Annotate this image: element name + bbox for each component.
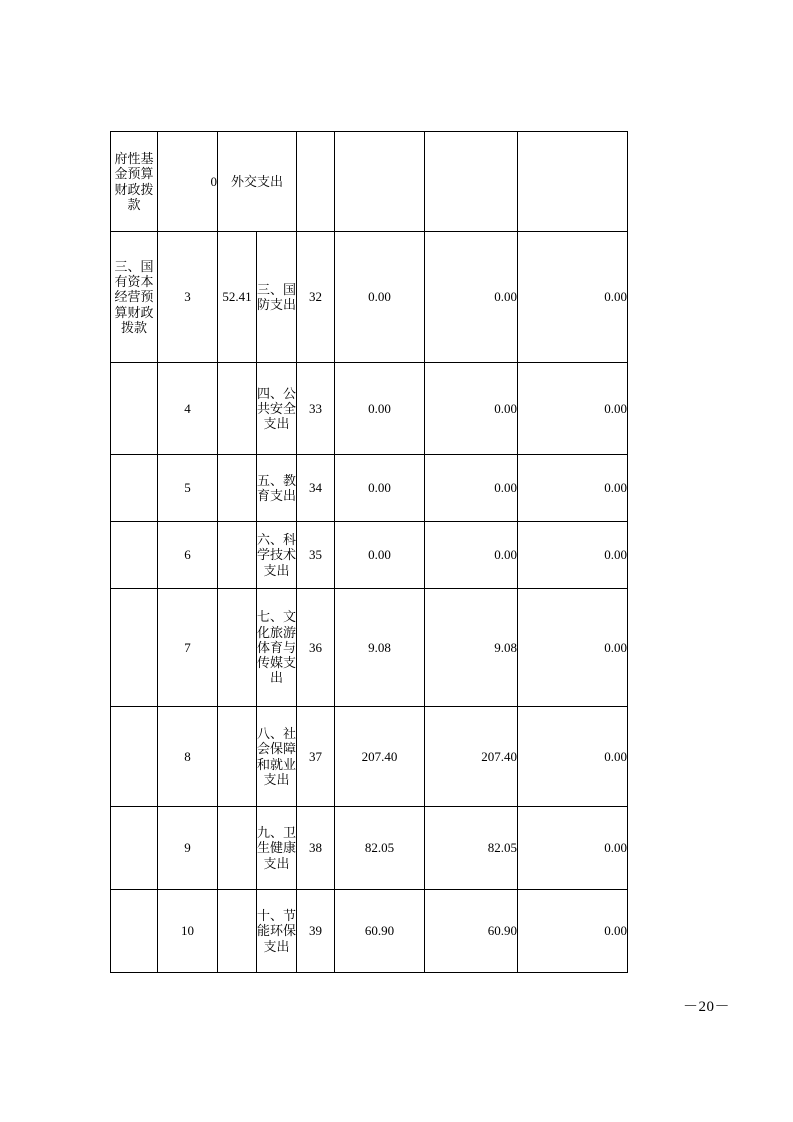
budget-table-container <box>110 131 627 973</box>
cell-amount-left <box>218 890 257 973</box>
cell-category: 三、国防支出 <box>257 232 297 363</box>
cell-funding-source: 府性基金预算财政拨款 <box>111 132 158 232</box>
cell-code: 36 <box>297 589 335 707</box>
cell-amount-b: 0.00 <box>518 807 628 890</box>
cell-code <box>297 132 335 232</box>
cell-code: 37 <box>297 707 335 807</box>
page-number: －20－ <box>682 999 730 1015</box>
table-row <box>111 589 628 707</box>
cell-amount-a: 207.40 <box>425 707 518 807</box>
cell-funding-source <box>111 455 158 522</box>
cell-amount-a <box>425 132 518 232</box>
cell-amount-a: 0.00 <box>425 522 518 589</box>
cell-amount-left <box>218 807 257 890</box>
cell-code: 33 <box>297 363 335 455</box>
cell-category: 六、科学技术支出 <box>257 522 297 589</box>
cell-amount-left: 52.41 <box>218 232 257 363</box>
cell-amount-left: 0 <box>158 132 218 232</box>
cell-amount-left <box>218 363 257 455</box>
cell-total: 0.00 <box>335 363 425 455</box>
cell-code: 32 <box>297 232 335 363</box>
table-row <box>111 707 628 807</box>
cell-category: 四、公共安全支出 <box>257 363 297 455</box>
cell-total: 0.00 <box>335 522 425 589</box>
cell-amount-b: 0.00 <box>518 589 628 707</box>
cell-amount-a: 0.00 <box>425 363 518 455</box>
cell-category: 十、节能环保支出 <box>257 890 297 973</box>
cell-row-no: 3 <box>158 232 218 363</box>
cell-row-no: 7 <box>158 589 218 707</box>
cell-code: 35 <box>297 522 335 589</box>
cell-category: 外交支出 <box>218 132 297 232</box>
cell-amount-b: 0.00 <box>518 455 628 522</box>
cell-total: 9.08 <box>335 589 425 707</box>
cell-funding-source <box>111 363 158 455</box>
table-row <box>111 132 628 232</box>
cell-total: 0.00 <box>335 232 425 363</box>
cell-amount-b: 0.00 <box>518 522 628 589</box>
cell-amount-b <box>518 132 628 232</box>
cell-category: 八、社会保障和就业支出 <box>257 707 297 807</box>
cell-amount-a: 0.00 <box>425 232 518 363</box>
cell-row-no: 9 <box>158 807 218 890</box>
cell-row-no: 6 <box>158 522 218 589</box>
table-row <box>111 455 628 522</box>
cell-row-no: 10 <box>158 890 218 973</box>
cell-amount-left <box>218 522 257 589</box>
cell-funding-source <box>111 707 158 807</box>
cell-amount-b: 0.00 <box>518 232 628 363</box>
cell-amount-left <box>218 707 257 807</box>
cell-row-no: 5 <box>158 455 218 522</box>
cell-total: 60.90 <box>335 890 425 973</box>
cell-code: 39 <box>297 890 335 973</box>
table-row <box>111 363 628 455</box>
cell-category: 七、文化旅游体育与传媒支出 <box>257 589 297 707</box>
cell-code: 38 <box>297 807 335 890</box>
table-row <box>111 232 628 363</box>
cell-amount-a: 0.00 <box>425 455 518 522</box>
cell-amount-b: 0.00 <box>518 363 628 455</box>
cell-amount-b: 0.00 <box>518 707 628 807</box>
cell-total: 82.05 <box>335 807 425 890</box>
table-row <box>111 807 628 890</box>
cell-code: 34 <box>297 455 335 522</box>
cell-category: 五、教育支出 <box>257 455 297 522</box>
table-row <box>111 522 628 589</box>
cell-amount-b: 0.00 <box>518 890 628 973</box>
cell-amount-a: 82.05 <box>425 807 518 890</box>
cell-total <box>335 132 425 232</box>
cell-category: 九、卫生健康支出 <box>257 807 297 890</box>
cell-funding-source <box>111 890 158 973</box>
cell-row-no: 4 <box>158 363 218 455</box>
cell-funding-source: 三、国有资本经营预算财政拨款 <box>111 232 158 363</box>
budget-table <box>110 131 628 973</box>
cell-amount-left <box>218 589 257 707</box>
table-row <box>111 890 628 973</box>
cell-amount-left <box>218 455 257 522</box>
cell-amount-a: 9.08 <box>425 589 518 707</box>
cell-funding-source <box>111 807 158 890</box>
cell-row-no: 8 <box>158 707 218 807</box>
cell-funding-source <box>111 522 158 589</box>
cell-total: 207.40 <box>335 707 425 807</box>
cell-total: 0.00 <box>335 455 425 522</box>
cell-funding-source <box>111 589 158 707</box>
cell-amount-a: 60.90 <box>425 890 518 973</box>
